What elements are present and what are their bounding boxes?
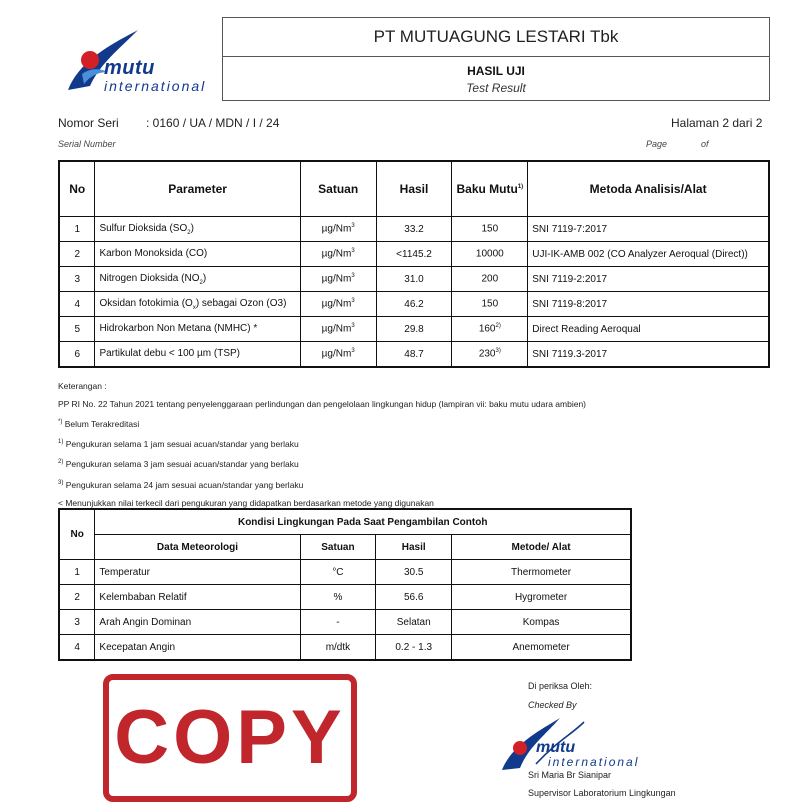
page-label-en-of: of: [701, 139, 709, 149]
col-no: No: [59, 509, 95, 560]
svg-text:international: international: [548, 755, 640, 769]
page-label-en: Page: [646, 139, 668, 149]
col-satuan: Satuan: [300, 535, 376, 560]
document-title: HASIL UJI: [467, 64, 525, 78]
logo-wordmark: mutu: [104, 57, 155, 79]
checked-by-label: Di periksa Oleh:: [528, 681, 593, 691]
note-line: PP RI No. 22 Tahun 2021 tentang penyelenggaraan perlindungan dan pengelolaan lingkungan hidup (lampiran vii: baku mutu udara ambien): [58, 399, 587, 410]
table-row: 4 Kecepatan Angin m/dtk 0.2 - 1.3 Anemometer: [59, 635, 631, 661]
note-line: $^{1)}$ Pengukuran selama 1 jam sesuai acuan/standar yang berlaku: [58, 439, 299, 450]
table-row: 1 Sulfur Dioksida $(SO_2)$ µg/Nm$^3$ 33.2 150 SNI 7119-7:2017: [59, 217, 769, 242]
signer-name: Sri Maria Br Sianipar: [528, 770, 612, 780]
col-hasil: Hasil: [376, 161, 452, 217]
note-line: < Menunjukkan nilai terkecil dari pengukuran yang didapatkan berdasarkan metode yang digunakan: [58, 497, 434, 508]
results-header-row: [59, 161, 769, 217]
company-name: PT MUTUAGUNG LESTARI Tbk: [223, 18, 769, 57]
notes-title: Keterangan :: [58, 381, 107, 391]
conditions-table: [58, 508, 632, 661]
note-line: *) Belum Terakreditasi: [58, 419, 140, 430]
col-baku-mutu: Baku Mutu$^{1)}$: [452, 161, 528, 217]
signer-position: Supervisor Laboratorium Lingkungan: [528, 788, 676, 798]
header-box: [222, 17, 770, 101]
col-hasil: Hasil: [376, 535, 452, 560]
col-satuan: Satuan: [300, 161, 376, 217]
serial-label: Nomor Seri: [58, 116, 119, 130]
table-row: 3 Arah Angin Dominan - Selatan Kompas: [59, 610, 631, 635]
table-row: 1 Temperatur °C 30.5 Thermometer: [59, 560, 631, 585]
col-metoda: Metoda Analisis/Alat: [528, 161, 769, 217]
table-row: 2 Kelembaban Relatif % 56.6 Hygrometer: [59, 585, 631, 610]
mutu-swoosh-icon: [496, 712, 666, 774]
note-line: $^{2)}$ Pengukuran selama 3 jam sesuai acuan/standar yang berlaku: [58, 459, 299, 470]
col-parameter: Parameter: [95, 161, 300, 217]
conditions-title: Kondisi Lingkungan Pada Saat Pengambilan Contoh: [95, 509, 631, 535]
checked-by-label-en: Checked By: [528, 700, 577, 710]
table-row: 2 Karbon Monoksida (CO) µg/Nm$^3$ <1145.2 10000 UJI-IK-AMB 002 (CO Analyzer Aeroqual (Direct)): [59, 242, 769, 267]
results-table: [58, 160, 770, 368]
signature-logo: [496, 712, 666, 774]
page-label: Halaman 2 dari 2: [671, 116, 763, 130]
table-row: 3 Nitrogen Dioksida $(NO_2)$ µg/Nm$^3$ 31.0 200 SNI 7119-2:2017: [59, 267, 769, 292]
serial-value: : 0160 / UA / MDN / I / 24: [146, 116, 280, 130]
conditions-header-row: [59, 535, 631, 560]
table-row: 4 Oksidan fotokimia $(O_x)$ sebagai Ozon (O3) µg/Nm$^3$ 46.2 150 SNI 7119-8:2017: [59, 292, 769, 317]
conditions-title-row: [59, 509, 631, 535]
document-subtitle: Test Result: [466, 81, 526, 95]
serial-label-en: Serial Number: [58, 139, 116, 149]
col-metode: Metode/ Alat: [452, 535, 631, 560]
note-line: $^{3)}$ Pengukuran selama 24 jam sesuai acuan/standar yang berlaku: [58, 479, 304, 490]
svg-text:mutu: mutu: [536, 739, 576, 756]
notes-block: [58, 377, 586, 512]
col-no: No: [59, 161, 95, 217]
copy-stamp: COPY: [103, 674, 357, 802]
table-row: 6 Partikulat debu < 100 µm (TSP) µg/Nm$^3$ 48.7 230$^{3)}$ SNI 7119.3-2017: [59, 342, 769, 368]
logo-tagline: international: [104, 78, 207, 94]
col-data-meteorologi: Data Meteorologi: [95, 535, 300, 560]
table-row: 5 Hidrokarbon Non Metana (NMHC) * µg/Nm$^3$ 29.8 160$^{2)}$ Direct Reading Aeroqual: [59, 317, 769, 342]
